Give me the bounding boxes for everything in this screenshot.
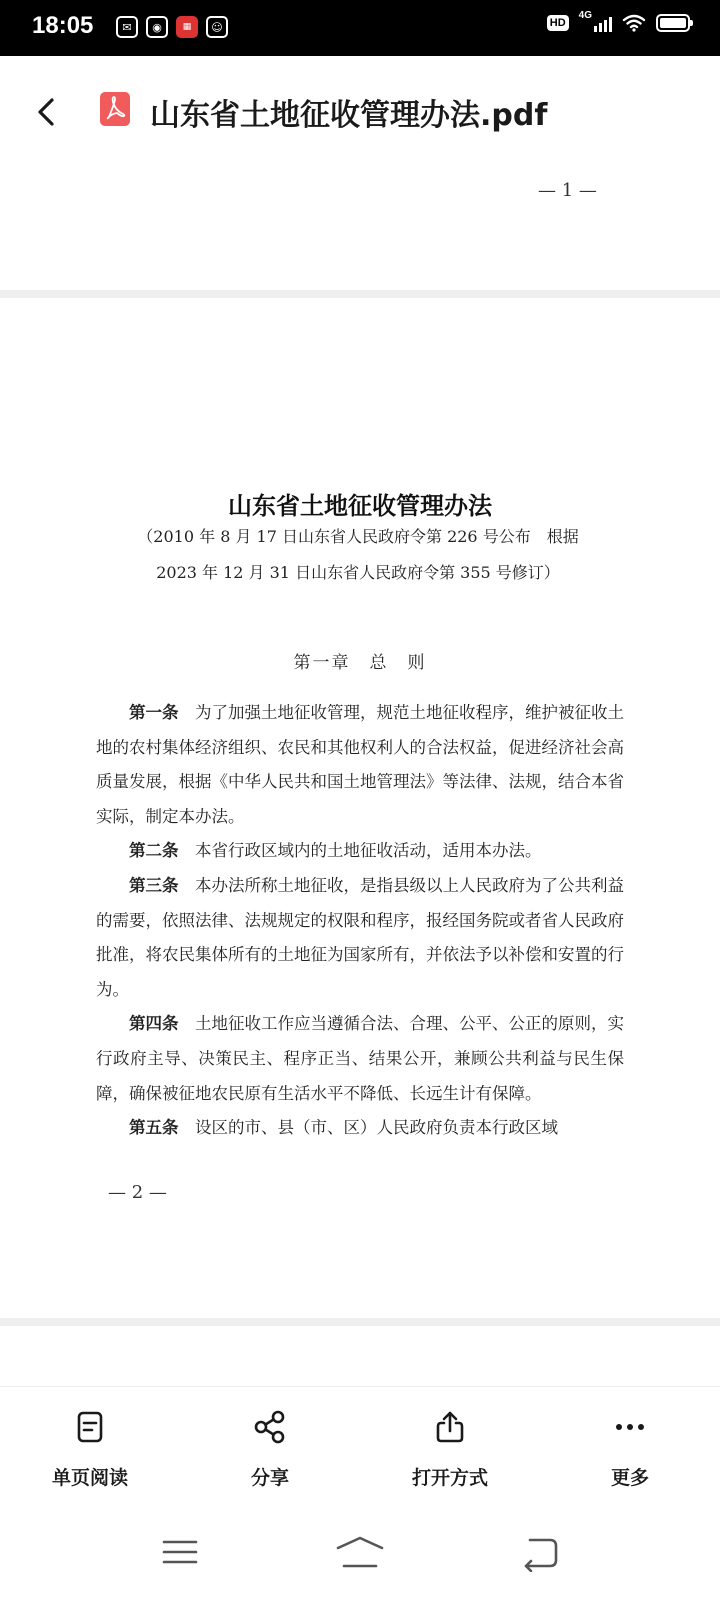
law-meta-line: （2010 年 8 月 17 日山东省人民政府令第 226 号公布 根据: [137, 527, 579, 546]
open-with-button[interactable]: [360, 1387, 540, 1511]
single-page-read-button[interactable]: [0, 1387, 180, 1511]
law-body: [96, 696, 624, 1146]
single-page-icon: [72, 1409, 108, 1445]
article-label: 第四条: [129, 1014, 179, 1034]
article: [96, 834, 624, 869]
status-bar: [0, 0, 720, 56]
menu-icon[interactable]: [150, 1532, 210, 1572]
notification-app-icon: ☺: [206, 16, 228, 38]
article: [96, 1111, 624, 1146]
notification-app-icon: ✉: [116, 16, 138, 38]
article-label: 第三条: [129, 875, 179, 895]
wifi-icon: [622, 14, 646, 32]
article-text: 为了加强土地征收管理，规范土地征收程序，维护被征收土地的农村集体经济组织、农民和其他权利人的合法权益，促进经济社会高质量发展，根据《中华人民共和国土地管理法》等法律、法规，结合本省实际，制定本办法。: [96, 703, 624, 826]
system-nav-bar: [0, 1510, 720, 1600]
document-title: 山东省土地征收管理办法.pdf: [150, 98, 548, 133]
signal-icon: [594, 14, 612, 32]
article-text: 本省行政区域内的土地征收活动，适用本办法。: [195, 841, 542, 861]
pdf-page-1: [0, 160, 720, 290]
network-type: 4G: [578, 9, 592, 21]
notification-app-icon: ▦: [176, 16, 198, 38]
more-button[interactable]: [540, 1387, 720, 1511]
article: [96, 696, 624, 834]
pdf-file-icon: [100, 92, 130, 126]
share-button[interactable]: [180, 1387, 360, 1511]
law-meta-line: 2023 年 12 月 31 日山东省人民政府令第 355 号修订）: [156, 563, 560, 582]
article-text: 土地征收工作应当遵循合法、合理、公平、公正的原则，实行政府主导、决策民主、程序正当、结果公开，兼顾公共利益与民生保障，确保被征地农民原有生活水平不降低、长远生计有保障。: [96, 1014, 624, 1103]
pdf-page-2: [0, 298, 720, 1318]
status-time: 18:05: [32, 12, 94, 39]
bottom-toolbar: [0, 1386, 720, 1510]
toolbar-label: 单页阅读: [51, 1467, 128, 1489]
article: [96, 869, 624, 1007]
open-with-icon: [432, 1409, 468, 1445]
back-icon[interactable]: [510, 1532, 570, 1572]
page-number: — 1 —: [538, 180, 597, 201]
article: [96, 1007, 624, 1111]
battery-icon: [656, 14, 690, 32]
notification-app-icon: ◉: [146, 16, 168, 38]
toolbar-label: 更多: [610, 1467, 649, 1489]
page-number: — 2 —: [108, 1182, 167, 1203]
toolbar-label: 打开方式: [411, 1467, 488, 1489]
status-app-icons: [116, 16, 228, 38]
more-icon: [612, 1409, 648, 1445]
law-title: 山东省土地征收管理办法: [228, 491, 492, 520]
status-indicators: [547, 9, 690, 32]
article-label: 第一条: [129, 703, 179, 722]
chevron-left-icon[interactable]: [28, 92, 68, 132]
app-header: [0, 56, 720, 160]
article-text: 设区的市、县（市、区）人民政府负责本行政区域: [195, 1118, 558, 1138]
toolbar-label: 分享: [250, 1467, 289, 1489]
page-separator: [0, 1318, 720, 1326]
hd-badge: HD: [547, 15, 569, 31]
article-label: 第五条: [129, 1118, 179, 1138]
page-separator: [0, 290, 720, 298]
chapter-heading: 第一章 总 则: [293, 653, 427, 673]
article-label: 第二条: [129, 841, 179, 861]
article-text: 本办法所称土地征收，是指县级以上人民政府为了公共利益的需要，依照法律、法规规定的权限和程序，报经国务院或者省人民政府批准，将农民集体所有的土地征为国家所有，并依法予以补偿和安置的行为。: [96, 875, 624, 999]
share-icon: [252, 1409, 288, 1445]
home-icon[interactable]: [330, 1532, 390, 1572]
